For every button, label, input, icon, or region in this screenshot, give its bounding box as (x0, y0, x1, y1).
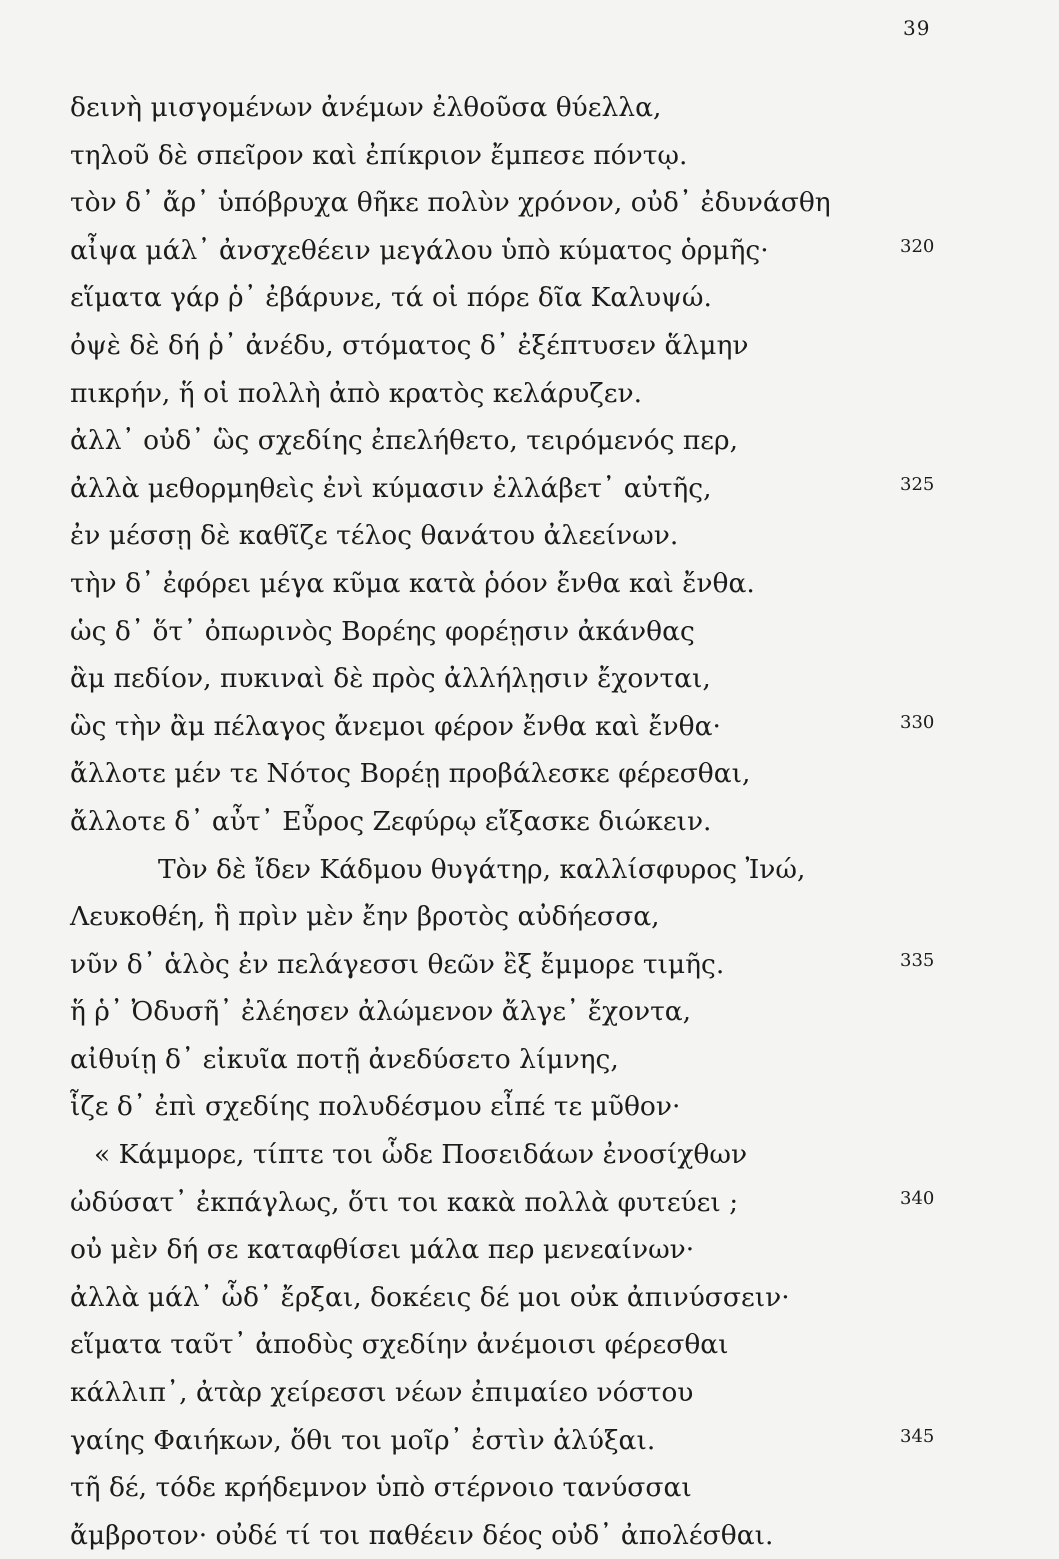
verse-text: ἀλλὰ μεθορμηθεὶς ἐνὶ κύμασιν ἐλλάβετ᾽ αὐτῆς, (70, 472, 712, 504)
verse-line (70, 941, 950, 989)
verse-text: ἷζε δ᾽ ἐπὶ σχεδίης πολυδέσμου εἶπέ τε μῦθον· (70, 1091, 681, 1123)
verse-text: γαίης Φαιήκων, ὅθι τοι μοῖρ᾽ ἐστὶν ἀλύξαι. (70, 1424, 656, 1456)
verse-text: νῦν δ᾽ ἁλὸς ἐν πελάγεσσι θεῶν ἒξ ἔμμορε τιμῆς. (70, 948, 725, 980)
verse-line (70, 560, 950, 608)
verse-text: ἄλλοτε δ᾽ αὖτ᾽ Εὖρος Ζεφύρῳ εἴξασκε διώκειν. (70, 805, 712, 837)
verse-text: ὠδύσατ᾽ ἐκπάγλως, ὅτι τοι κακὰ πολλὰ φυτεύει ; (70, 1186, 739, 1218)
verse-line (70, 322, 950, 370)
verse-line (70, 1417, 950, 1465)
verse-text: ὀψὲ δὲ δή ῥ᾽ ἀνέδυ, στόματος δ᾽ ἐξέπτυσεν ἅλμην (70, 329, 749, 361)
verse-text: αἰθυίῃ δ᾽ εἰκυῖα ποτῇ ἀνεδύσετο λίμνης, (70, 1043, 619, 1075)
line-number: 340 (900, 1187, 935, 1209)
verse-line (70, 1464, 950, 1512)
verse-line (70, 846, 950, 894)
verse-text: τῆ δέ, τόδε κρήδεμνον ὑπὸ στέρνοιο τανύσσαι (70, 1472, 692, 1504)
verse-block (70, 84, 950, 1559)
verse-text: τηλοῦ δὲ σπεῖρον καὶ ἐπίκριον ἔμπεσε πόντῳ. (70, 139, 688, 171)
verse-line (70, 465, 950, 513)
verse-line (70, 1274, 950, 1322)
verse-line (70, 84, 950, 132)
line-number: 335 (900, 949, 935, 971)
verse-line (70, 512, 950, 560)
verse-text: αἶψα μάλ᾽ ἀνσχεθέειν μεγάλου ὑπὸ κύματος ὁρμῆς· (70, 234, 769, 266)
verse-text: εἵματα γάρ ῥ᾽ ἐβάρυνε, τά οἱ πόρε δῖα Καλυψώ. (70, 282, 712, 314)
page-number: 39 (903, 16, 931, 40)
verse-line (70, 179, 950, 227)
verse-line (70, 1321, 950, 1369)
verse-text: πικρήν, ἥ οἱ πολλὴ ἀπὸ κρατὸς κελάρυζεν. (70, 377, 643, 409)
verse-text: ἥ ῥ᾽ Ὀδυσῆ᾽ ἐλέησεν ἀλώμενον ἄλγε᾽ ἔχοντα, (70, 996, 692, 1028)
verse-line (70, 893, 950, 941)
verse-text: ἀλλ᾽ οὐδ᾽ ὣς σχεδίης ἐπελήθετο, τειρόμενός περ, (70, 425, 739, 457)
verse-text: ἂμ πεδίον, πυκιναὶ δὲ πρὸς ἀλλήλῃσιν ἔχονται, (70, 663, 711, 695)
verse-line (70, 703, 950, 751)
verse-line (70, 1131, 950, 1179)
verse-text: ἀλλὰ μάλ᾽ ὧδ᾽ ἔρξαι, δοκέεις δέ μοι οὐκ ἀπινύσσειν· (70, 1281, 790, 1313)
verse-text: εἵματα ταῦτ᾽ ἀποδὺς σχεδίην ἀνέμοισι φέρεσθαι (70, 1329, 729, 1361)
verse-text: ἄλλοτε μέν τε Νότος Βορέῃ προβάλεσκε φέρεσθαι, (70, 758, 751, 790)
verse-line (70, 370, 950, 418)
line-number: 325 (900, 473, 935, 495)
verse-text: τὴν δ᾽ ἐφόρει μέγα κῦμα κατὰ ῥόον ἔνθα καὶ ἔνθα. (70, 567, 755, 599)
verse-line (70, 274, 950, 322)
verse-line (70, 227, 950, 275)
verse-line (70, 132, 950, 180)
verse-line (70, 417, 950, 465)
verse-line (70, 988, 950, 1036)
verse-line (70, 1036, 950, 1084)
verse-text: Λευκοθέη, ἣ πρὶν μὲν ἔην βροτὸς αὐδήεσσα, (70, 901, 660, 933)
verse-text: ἄμβροτον· οὐδέ τί τοι παθέειν δέος οὐδ᾽ ἀπολέσθαι. (70, 1519, 774, 1551)
line-number: 330 (900, 711, 935, 733)
verse-line (70, 608, 950, 656)
verse-line (70, 1369, 950, 1417)
verse-line (70, 750, 950, 798)
verse-text: κάλλιπ᾽, ἀτὰρ χείρεσσι νέων ἐπιμαίεο νόστου (70, 1377, 694, 1409)
verse-line (70, 798, 950, 846)
verse-text: ὣς τὴν ἂμ πέλαγος ἄνεμοι φέρον ἔνθα καὶ ἔνθα· (70, 710, 721, 742)
verse-text: οὐ μὲν δή σε καταφθίσει μάλα περ μενεαίνων· (70, 1234, 695, 1266)
line-number: 320 (900, 235, 935, 257)
verse-line (70, 1083, 950, 1131)
verse-text: δεινὴ μισγομένων ἀνέμων ἐλθοῦσα θύελλα, (70, 92, 662, 123)
verse-line (70, 655, 950, 703)
verse-text: ὡς δ᾽ ὅτ᾽ ὀπωρινὸς Βορέης φορέῃσιν ἀκάνθας (70, 615, 695, 647)
verse-line (70, 1226, 950, 1274)
verse-line (70, 1179, 950, 1227)
verse-text: « Κάμμορε, τίπτε τοι ὧδε Ποσειδάων ἐνοσίχθων (94, 1139, 748, 1171)
verse-line (70, 1512, 950, 1559)
verse-text: τὸν δ᾽ ἄρ᾽ ὑπόβρυχα θῆκε πολὺν χρόνον, οὐδ᾽ ἐδυνάσθη (70, 187, 831, 219)
verse-text: ἐν μέσσῃ δὲ καθῖζε τέλος θανάτου ἀλεείνων. (70, 520, 679, 552)
line-number: 345 (900, 1425, 935, 1447)
verse-text: Τὸν δὲ ἴδεν Κάδμου θυγάτηρ, καλλίσφυρος Ἰνώ, (158, 853, 806, 885)
